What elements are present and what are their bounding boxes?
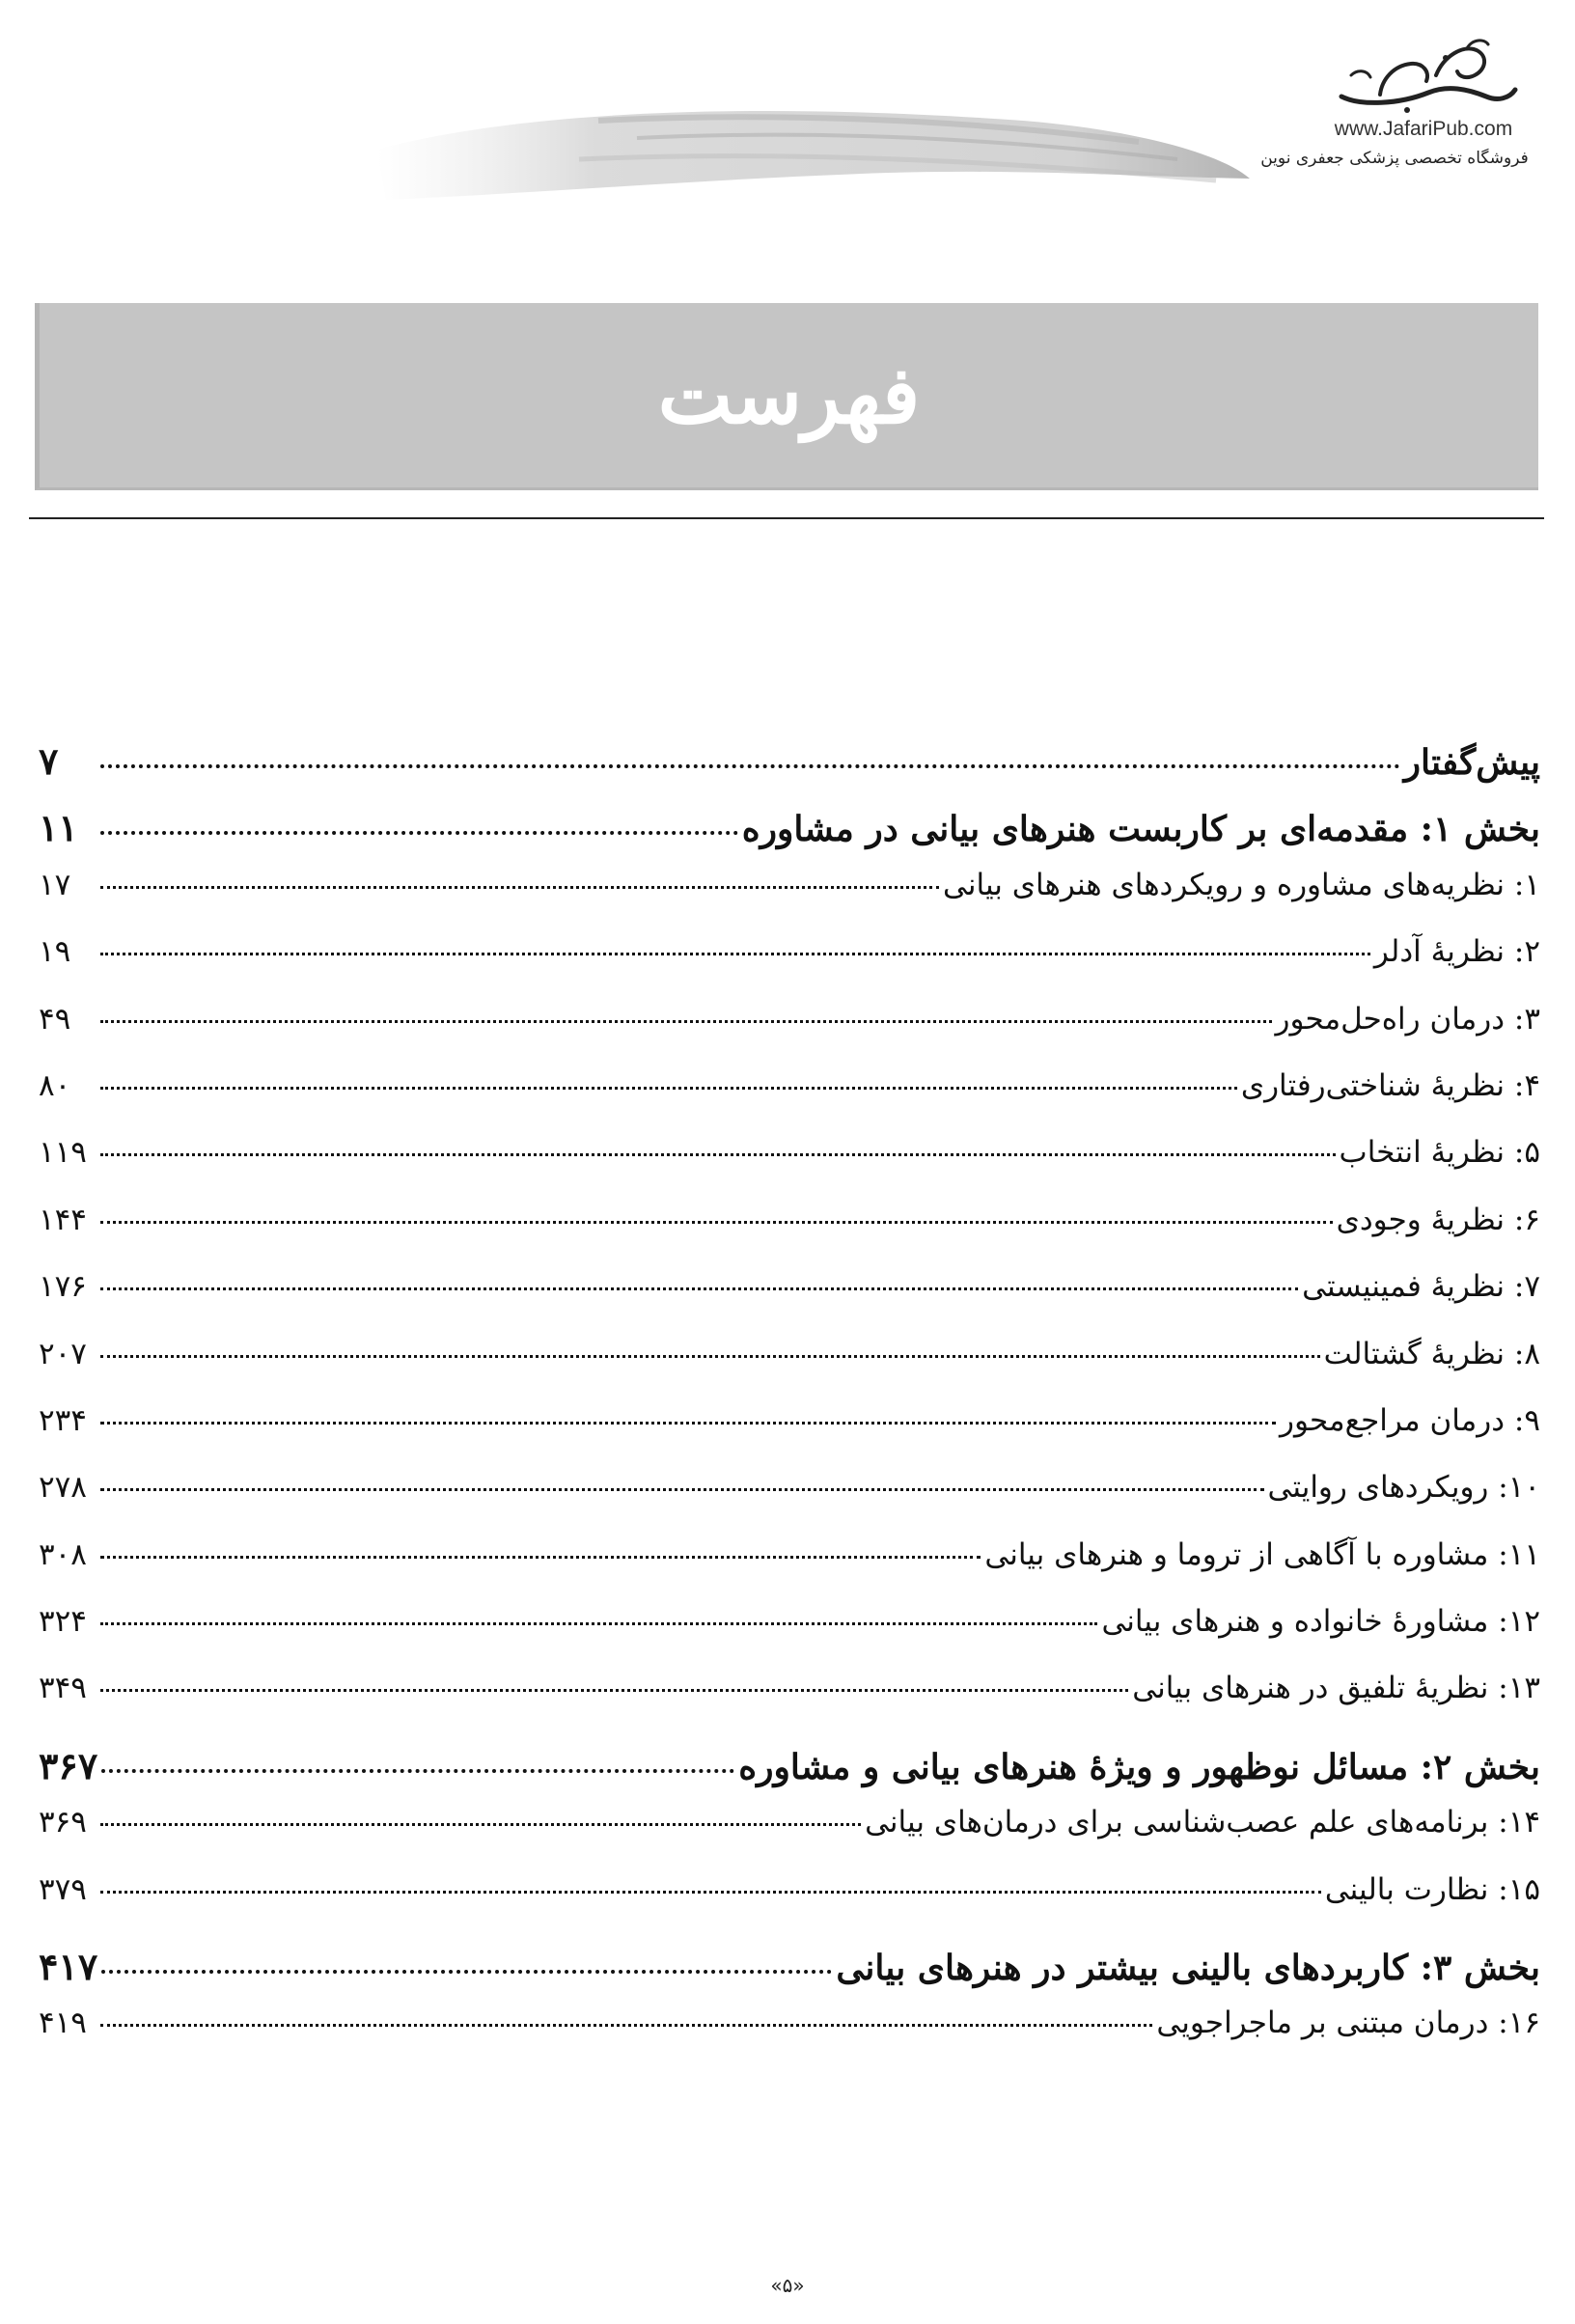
toc-dot-leader xyxy=(100,1488,1264,1491)
toc-dot-leader xyxy=(100,764,1400,768)
toc-chapter-row[interactable] xyxy=(39,1135,1540,1202)
toc-chapter-row[interactable] xyxy=(39,1203,1540,1269)
jafari-calligraphy-logo-icon xyxy=(1322,37,1525,119)
toc-part-row[interactable] xyxy=(39,1939,1540,2006)
publisher-store-name: فروشگاه تخصصی پزشکی جعفری نوین xyxy=(1260,149,1529,168)
toc-chapter-row[interactable] xyxy=(39,1537,1540,1604)
toc-entry-title: ۱۵: نظارت بالینی xyxy=(1324,1871,1540,1907)
toc-page-number: ۲۰۷ xyxy=(39,1336,87,1371)
toc-page-number: ۱۱ xyxy=(39,806,78,850)
toc-entry-title: ۴: نظریهٔ شناختی‌رفتاری xyxy=(1240,1067,1540,1103)
toc-chapter-row[interactable] xyxy=(39,1403,1540,1470)
toc-entry-title: پیش‌گفتار xyxy=(1403,742,1540,783)
toc-chapter-row[interactable] xyxy=(39,1671,1540,1737)
toc-entry-title: ۱۴: برنامه‌های علم عصب‌شناسی برای درمان‌های بیانی xyxy=(865,1805,1540,1840)
toc-chapter-row[interactable] xyxy=(39,1604,1540,1671)
toc-chapter-row[interactable] xyxy=(39,1337,1540,1403)
toc-page-number: ۱۴۴ xyxy=(39,1202,87,1237)
toc-page-number: ۱۱۹ xyxy=(39,1135,87,1171)
toc-chapter-row[interactable] xyxy=(39,1068,1540,1135)
toc-page-number: ۳۲۴ xyxy=(39,1604,87,1640)
toc-chapter-row[interactable] xyxy=(39,1470,1540,1536)
toc-dot-leader xyxy=(100,831,738,835)
toc-chapter-row[interactable] xyxy=(39,1872,1540,1939)
toc-page-number: ۴۱۹ xyxy=(39,2006,87,2041)
toc-entry-title: بخش ۳: کاربردهای بالینی بیشتر در هنرهای بیانی xyxy=(836,1948,1540,1989)
toc-dot-leader xyxy=(100,1153,1336,1156)
page-number: «۵» xyxy=(770,2274,805,2297)
toc-chapter-row[interactable] xyxy=(39,1002,1540,1068)
toc-dot-leader xyxy=(100,1087,1237,1090)
publisher-url: www.JafariPub.com xyxy=(1334,118,1513,140)
toc-page-number: ۳۶۷ xyxy=(39,1743,98,1787)
title-banner xyxy=(35,303,1538,490)
toc-dot-leader xyxy=(100,1556,981,1559)
toc-chapter-row[interactable] xyxy=(39,1805,1540,1871)
toc-entry-title: بخش ۲: مسائل نوظهور و ویژهٔ هنرهای بیانی و مشاوره xyxy=(738,1746,1540,1787)
toc-page-number: ۳۷۹ xyxy=(39,1871,87,1907)
toc-dot-leader xyxy=(100,1622,1097,1625)
toc-page-number: ۱۹ xyxy=(39,934,71,970)
toc-entry-title: ۱۱: مشاوره با آگاهی از تروما و هنرهای بیانی xyxy=(984,1536,1540,1572)
toc-entry-title: ۱: نظریه‌های مشاوره و رویکردهای هنرهای بیانی xyxy=(943,867,1540,902)
toc-dot-leader xyxy=(100,1355,1320,1358)
toc-entry-title: ۵: نظریهٔ انتخاب xyxy=(1339,1135,1540,1171)
toc-dot-leader xyxy=(100,1689,1128,1692)
toc-page-number: ۳۰۸ xyxy=(39,1536,87,1572)
toc-entry-title: ۲: نظریهٔ آدلر xyxy=(1373,934,1540,970)
page-title: فهرست xyxy=(657,348,921,442)
toc-page-number: ۳۴۹ xyxy=(39,1671,87,1706)
toc-entry-title: بخش ۱: مقدمه‌ای بر کاربست هنرهای بیانی در مشاوره xyxy=(741,809,1540,850)
toc-page-number: ۲۳۴ xyxy=(39,1402,87,1438)
toc-part-row[interactable] xyxy=(39,733,1540,800)
toc-chapter-row[interactable] xyxy=(39,1269,1540,1336)
toc-dot-leader xyxy=(101,1769,734,1773)
toc-dot-leader xyxy=(100,1823,861,1826)
toc-chapter-row[interactable] xyxy=(39,2006,1540,2072)
toc-entry-title: ۱۶: درمان مبتنی بر ماجراجویی xyxy=(1156,2006,1540,2041)
toc-page-number: ۱۷ xyxy=(39,867,71,902)
toc-entry-title: ۱۲: مشاورهٔ خانواده و هنرهای بیانی xyxy=(1101,1604,1540,1640)
toc-dot-leader xyxy=(101,1970,832,1974)
title-divider xyxy=(29,517,1544,519)
toc-part-row[interactable] xyxy=(39,800,1540,867)
toc-page-number: ۷ xyxy=(39,739,59,783)
toc-dot-leader xyxy=(100,1891,1321,1894)
toc-dot-leader xyxy=(100,886,939,889)
toc-dot-leader xyxy=(100,1221,1333,1224)
toc-entry-title: ۶: نظریهٔ وجودی xyxy=(1336,1202,1540,1237)
toc-entry-title: ۱۳: نظریهٔ تلفیق در هنرهای بیانی xyxy=(1132,1671,1540,1706)
toc-chapter-row[interactable] xyxy=(39,934,1540,1001)
toc-page-number: ۱۷۶ xyxy=(39,1269,87,1305)
toc-dot-leader xyxy=(100,953,1370,955)
toc-entry-title: ۸: نظریهٔ گشتالت xyxy=(1323,1336,1540,1371)
toc-part-row[interactable] xyxy=(39,1738,1540,1805)
toc-dot-leader xyxy=(100,1020,1272,1023)
toc-dot-leader xyxy=(100,2024,1152,2027)
toc-dot-leader xyxy=(100,1422,1276,1425)
table-of-contents xyxy=(39,733,1540,2073)
toc-dot-leader xyxy=(100,1287,1298,1290)
toc-page-number: ۴۹ xyxy=(39,1001,71,1037)
toc-page-number: ۳۶۹ xyxy=(39,1805,87,1840)
toc-entry-title: ۱۰: رویکردهای روایتی xyxy=(1267,1470,1540,1506)
toc-chapter-row[interactable] xyxy=(39,868,1540,934)
toc-page-number: ۴۱۷ xyxy=(39,1945,98,1989)
brush-stroke-decoration xyxy=(347,92,1255,203)
toc-entry-title: ۹: درمان مراجع‌محور xyxy=(1280,1402,1540,1438)
toc-entry-title: ۳: درمان راه‌حل‌محور xyxy=(1275,1001,1540,1037)
toc-page-number: ۸۰ xyxy=(39,1067,71,1103)
toc-page-number: ۲۷۸ xyxy=(39,1470,87,1506)
toc-entry-title: ۷: نظریهٔ فمینیستی xyxy=(1302,1269,1540,1305)
